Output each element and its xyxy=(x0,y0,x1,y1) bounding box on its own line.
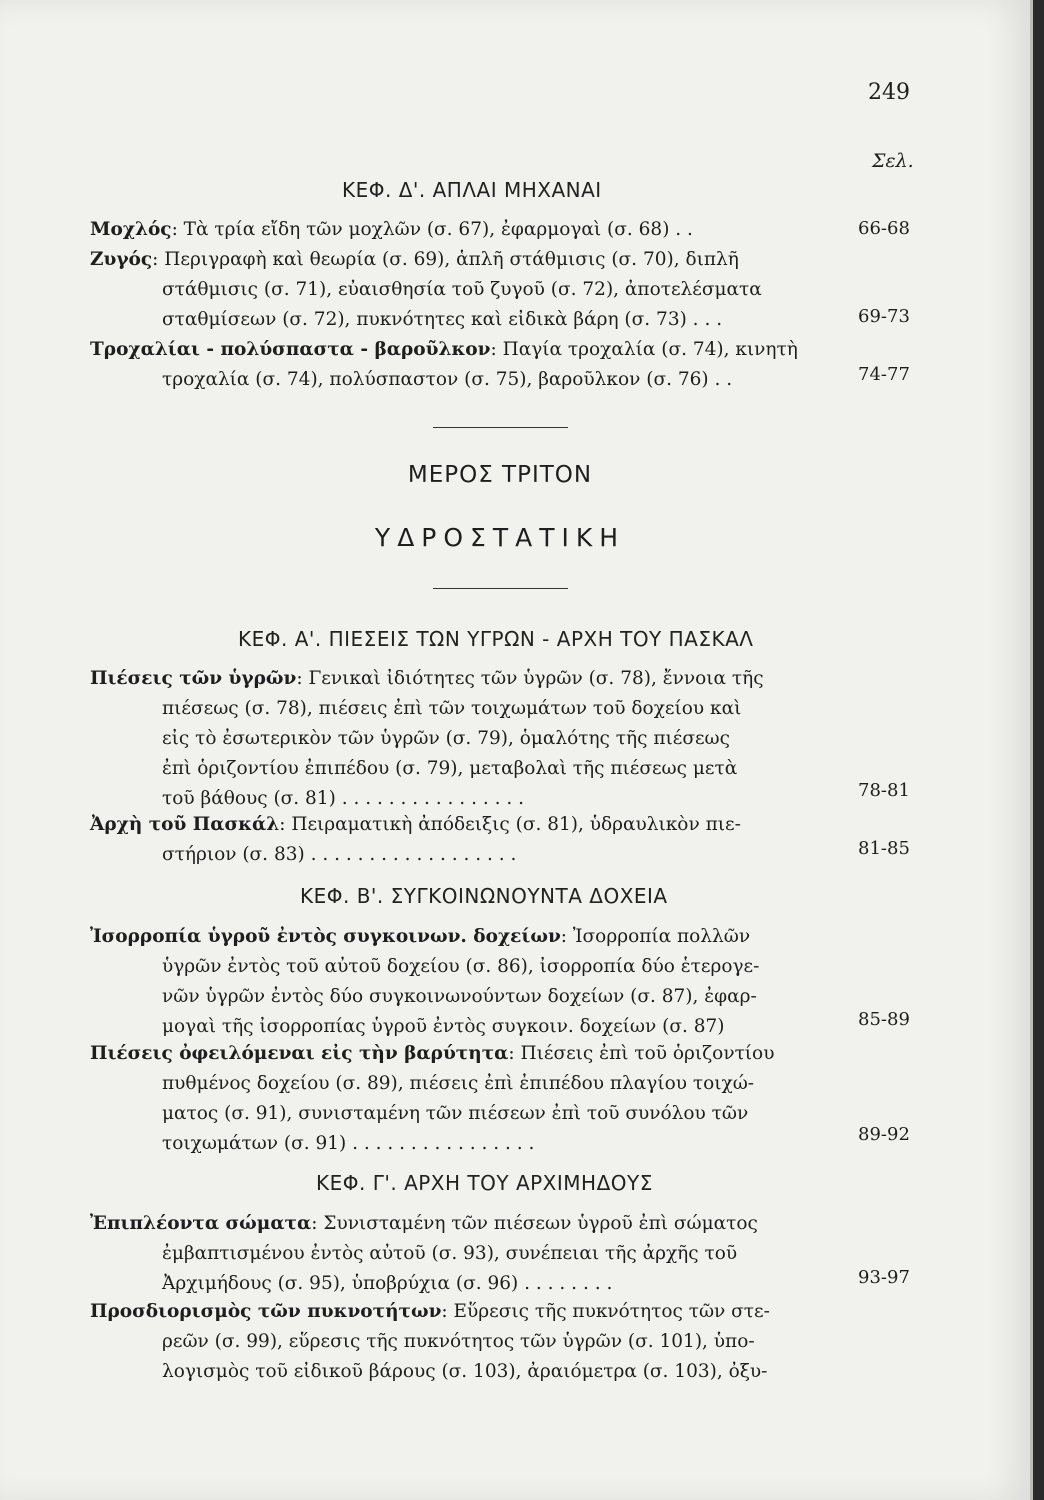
entry-text: τοιχωμάτων (σ. 91) . . . . . . . . . . . . . . . . xyxy=(162,1133,535,1154)
entry-arxi-pascal xyxy=(90,810,810,870)
entry-text: τροχαλία (σ. 74), πολύσπαστον (σ. 75), βαροῦλκον (σ. 76) . . xyxy=(162,369,733,390)
entry-term: Προσδιορισμὸς τῶν πυκνοτήτων xyxy=(90,1301,442,1322)
entry-text: ρεῶν (σ. 99), εὕρεσις τῆς πυκνότητος τῶν ὑγρῶν (σ. 101), ὑπο- xyxy=(162,1331,755,1352)
divider-rule xyxy=(433,427,568,428)
entry-text: εἰς τὸ ἐσωτερικὸν τῶν ὑγρῶν (σ. 79), ὁμαλότης τῆς πιέσεως xyxy=(162,728,731,749)
chapter-d-heading: ΚΕΦ. Δ'. ΑΠΛΑΙ ΜΗΧΑΝΑΙ xyxy=(342,178,602,202)
entry-text: στήριον (σ. 83) . . . . . . . . . . . . . . . . . . xyxy=(162,844,517,865)
page-range: 66-68 xyxy=(858,218,910,239)
entry-baryteta xyxy=(90,1039,810,1159)
entry-text: πυθμένος δοχείου (σ. 89), πιέσεις ἐπὶ ἐπιπέδου πλαγίου τοιχώ- xyxy=(162,1073,755,1094)
entry-pyknotites xyxy=(90,1297,810,1387)
entry-term: Ἀρχὴ τοῦ Πασκάλ xyxy=(90,814,280,835)
entry-zygos xyxy=(90,245,810,335)
entry-text: ἐπὶ ὁριζοντίου ἐπιπέδου (σ. 79), μεταβολαὶ τῆς πιέσεως μετὰ xyxy=(162,758,738,779)
page-range: 81-85 xyxy=(858,838,910,859)
entry-text: πιέσεως (σ. 78), πιέσεις ἐπὶ τῶν τοιχωμάτων τοῦ δοχείου καὶ xyxy=(162,698,742,719)
entry-text: Ἀρχιμήδους (σ. 95), ὑποβρύχια (σ. 96) . . . . . . . . xyxy=(162,1273,613,1294)
entry-text: : Εὕρεσις τῆς πυκνότητος τῶν στε- xyxy=(441,1301,770,1322)
page-range: 78-81 xyxy=(858,780,910,801)
entry-pieseis-ygron xyxy=(90,664,810,814)
entry-text: νῶν ὑγρῶν ἐντὸς δύο συγκοινωνούντων δοχείων (σ. 87), ἐφαρ- xyxy=(162,986,757,1007)
page-range: 74-77 xyxy=(858,364,910,385)
page-range: 69-73 xyxy=(858,306,910,327)
page-range: 93-97 xyxy=(858,1267,910,1288)
entry-term: Ζυγός xyxy=(90,249,153,270)
entry-text: τοῦ βάθους (σ. 81) . . . . . . . . . . . . . . . . xyxy=(162,788,524,809)
divider-rule xyxy=(433,588,568,589)
entry-text: : Πιέσεις ἐπὶ τοῦ ὁριζοντίου xyxy=(508,1043,775,1064)
entry-text: : Γενικαὶ ἰδιότητες τῶν ὑγρῶν (σ. 78), ἔννοια τῆς xyxy=(296,668,764,689)
entry-text: : Τὰ τρία εἴδη τῶν μοχλῶν (σ. 67), ἐφαρμογαὶ (σ. 68) . . xyxy=(171,219,693,240)
entry-trochaliai xyxy=(90,335,810,395)
entry-text: ματος (σ. 91), συνισταμένη τῶν πιέσεων ἐπὶ τοῦ συνόλου τῶν xyxy=(162,1103,749,1124)
entry-term: Πιέσεις ὀφειλόμεναι εἰς τὴν βαρύτητα xyxy=(90,1043,509,1064)
entry-text: : Πειραματικὴ ἀπόδειξις (σ. 81), ὑδραυλικὸν πιε- xyxy=(279,814,741,835)
entry-term: Πιέσεις τῶν ὑγρῶν xyxy=(90,668,297,689)
entry-text: : Παγία τροχαλία (σ. 74), κινητὴ xyxy=(490,339,798,360)
chapter-b-heading: ΚΕΦ. Β'. ΣΥΓΚΟΙΝΩΝΟΥΝΤΑ ΔΟΧΕΙΑ xyxy=(300,884,668,908)
entry-text: μογαὶ τῆς ἰσορροπίας ὑγροῦ ἐντὸς συγκοιν. δοχείων (σ. 87) xyxy=(162,1016,725,1037)
pages-column-label: Σελ. xyxy=(872,150,914,172)
part-label: ΜΕΡΟΣ ΤΡΙΤΟΝ xyxy=(407,462,593,488)
page-range: 89-92 xyxy=(858,1124,910,1145)
entry-text: ὑγρῶν ἐντὸς τοῦ αὐτοῦ δοχείου (σ. 86), ἰσορροπία δύο ἑτερογε- xyxy=(162,956,760,977)
page-range: 85-89 xyxy=(858,1009,910,1030)
entry-term: Ἐπιπλέοντα σώματα xyxy=(90,1213,312,1234)
entry-epipleonta xyxy=(90,1209,810,1299)
entry-mochlos xyxy=(90,215,810,245)
entry-term: Τροχαλίαι - πολύσπαστα - βαροῦλκον xyxy=(90,339,491,360)
entry-text: : Συνισταμένη τῶν πιέσεων ὑγροῦ ἐπὶ σώματος xyxy=(311,1213,758,1234)
page-number: 249 xyxy=(868,80,910,105)
entry-text: λογισμὸς τοῦ εἰδικοῦ βάρους (σ. 103), ἀραιόμετρα (σ. 103), ὀξυ- xyxy=(162,1361,768,1382)
entry-text: σταθμίσεων (σ. 72), πυκνότητες καὶ εἰδικὰ βάρη (σ. 73) . . . xyxy=(162,309,723,330)
entry-isorropia xyxy=(90,922,810,1042)
entry-text: στάθμισις (σ. 71), εὐαισθησία τοῦ ζυγοῦ (σ. 72), ἀποτελέσματα xyxy=(162,279,762,300)
entry-text: ἐμβαπτισμένου ἐντὸς αὐτοῦ (σ. 93), συνέπειαι τῆς ἀρχῆς τοῦ xyxy=(162,1243,738,1264)
entry-term: Μοχλός xyxy=(90,219,172,240)
entry-text: : Περιγραφὴ καὶ θεωρία (σ. 69), ἁπλῆ στάθμισις (σ. 70), διπλῆ xyxy=(152,249,739,270)
chapter-g-heading: ΚΕΦ. Γ'. ΑΡΧΗ ΤΟΥ ΑΡΧΙΜΗΔΟΥΣ xyxy=(316,1171,653,1195)
entry-text: : Ἰσορροπία πολλῶν xyxy=(560,926,751,947)
entry-term: Ἰσορροπία ὑγροῦ ἐντὸς συγκοινων. δοχείων xyxy=(90,926,561,947)
chapter-a-heading: ΚΕΦ. Α'. ΠΙΕΣΕΙΣ ΤΩΝ ΥΓΡΩΝ - ΑΡΧΗ ΤΟΥ ΠΑΣΚΑΛ xyxy=(238,627,754,651)
part-title: ΥΔΡΟΣΤΑΤΙΚΗ xyxy=(374,523,626,552)
